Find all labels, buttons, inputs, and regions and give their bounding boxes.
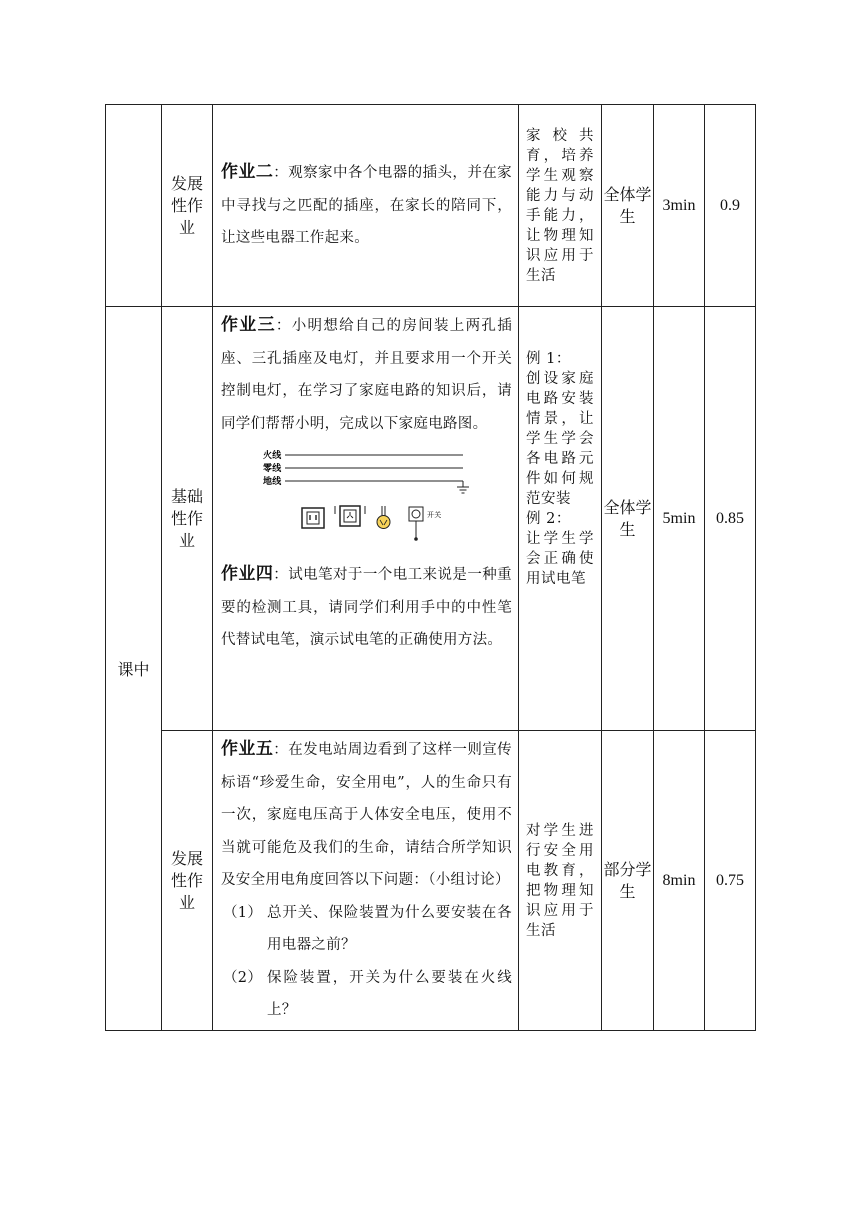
section-cell: 课中 <box>106 307 162 1031</box>
homework-title: 作业四 <box>221 564 274 584</box>
question-number: （1） <box>223 904 263 921</box>
design-goal-cell <box>519 731 602 1031</box>
time-cell: 3min <box>654 105 705 307</box>
neutral-wire-label: 零线 <box>263 464 282 474</box>
design-goal-cell <box>519 307 602 731</box>
target-students-cell: 全体学生 <box>602 105 654 307</box>
section-cell <box>106 105 162 307</box>
homework-text: ：试电笔对于一个电工来说是一种重要的检测工具，请同学们利用手中的中性笔代替试电笔，演示试电笔的正确使用方法。 <box>221 567 512 648</box>
switch-label: 开关 <box>427 511 442 519</box>
homework-type-cell: 发展性作业 <box>162 105 213 307</box>
live-wire-label: 火线 <box>263 451 282 461</box>
homework-table <box>105 104 756 1031</box>
design-goal-text: 对学生进行安全用电教育，把物理知识应用于生活 <box>526 822 594 939</box>
homework-content-cell <box>213 731 519 1031</box>
switch-icon <box>409 507 442 541</box>
ground-wire-label: 地线 <box>263 477 282 487</box>
question-text: 总开关、保险装置为什么要安装在各用电器之前？ <box>267 904 512 953</box>
goal-example-2-text: 让学生学会正确使用试电笔 <box>526 531 594 587</box>
question-item <box>221 897 512 962</box>
homework-title: 作业二 <box>221 162 274 183</box>
question-item <box>221 962 512 1027</box>
design-goal-cell <box>519 105 602 307</box>
homework-content-cell <box>213 105 519 307</box>
target-students-cell: 全体学生 <box>602 307 654 731</box>
question-text: 保险装置，开关为什么要装在火线上？ <box>267 969 512 1018</box>
difficulty-cell: 0.9 <box>705 105 756 307</box>
difficulty-cell: 0.85 <box>705 307 756 731</box>
two-hole-socket-icon <box>302 508 324 528</box>
homework-text: ：在发电站周边看到了这样一则宣传标语“珍爱生命，安全用电”，人的生命只有一次，家庭电压高于人体安全电压，使用不当就可能危及我们的生命，请结合所学知识及安全用电角度回答以下问题：（小组讨论） <box>221 742 512 888</box>
circuit-diagram <box>221 440 512 558</box>
target-students-cell: 部分学生 <box>602 731 654 1031</box>
goal-example-1-text: 创设家庭电路安装情景，让学生学会各电路元件如何规范安装 <box>526 371 594 507</box>
homework-type-cell: 基础性作业 <box>162 307 213 731</box>
homework-title: 作业五 <box>221 739 274 759</box>
homework-title: 作业三 <box>221 315 276 335</box>
homework-text: ：小明想给自己的房间装上两孔插座、三孔插座及电灯，并且要求用一个开关控制电灯，在学习了家庭电路的知识后，请同学们帮帮小明，完成以下家庭电路图。 <box>221 318 512 432</box>
difficulty-cell: 0.75 <box>705 731 756 1031</box>
lamp-icon <box>377 506 390 529</box>
design-goal-text: 家校共育，培养学生观察能力与动手能力，让物理知识应用于生活 <box>526 127 594 284</box>
goal-example-2-label: 例 2： <box>526 511 571 527</box>
time-cell: 8min <box>654 731 705 1031</box>
goal-example-1-label: 例 1： <box>526 351 571 367</box>
table-row <box>106 731 756 1031</box>
homework-text: ：观察家中各个电器的插头，并在家中寻找与之匹配的插座，在家长的陪同下，让这些电器工作起来。 <box>221 165 512 247</box>
homework-type-cell: 发展性作业 <box>162 731 213 1031</box>
table-row <box>106 307 756 731</box>
three-hole-socket-icon <box>335 506 365 526</box>
time-cell: 5min <box>654 307 705 731</box>
table-row <box>106 105 756 307</box>
homework-content-cell <box>213 307 519 731</box>
question-number: （2） <box>223 969 263 986</box>
